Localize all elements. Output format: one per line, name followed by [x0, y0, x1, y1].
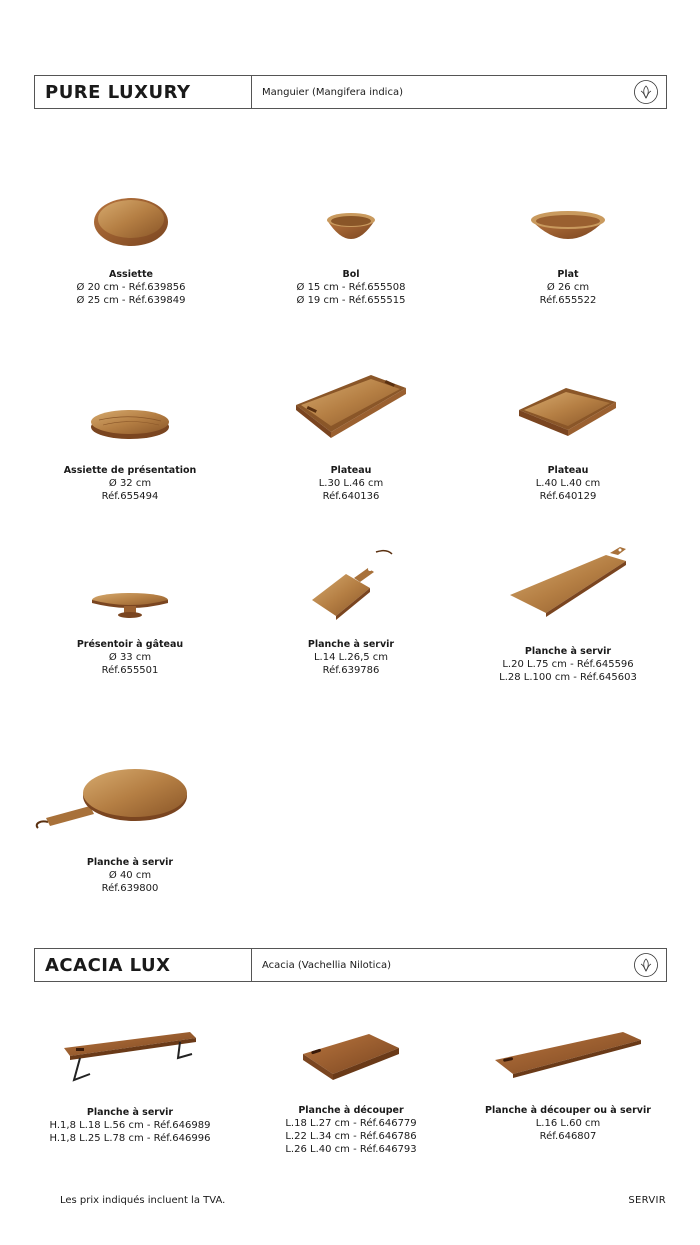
- product-name: Plateau: [547, 465, 589, 476]
- product-spec: Réf.655494: [101, 491, 159, 502]
- cutting-board-icon: [299, 1030, 403, 1086]
- wooden-plate-icon: [91, 190, 171, 250]
- product-spec: L.14 L.26,5 cm: [313, 652, 389, 663]
- round-serving-board-icon: [30, 768, 190, 834]
- product-spec: Ø 32 cm: [108, 478, 152, 489]
- product-spec: Ø 19 cm - Réf.655515: [296, 295, 406, 306]
- brand-logo: [626, 76, 666, 108]
- brand-logo: [626, 949, 666, 981]
- product-spec: Réf.655501: [101, 665, 159, 676]
- product-acacia-planche-decouper[interactable]: [241, 1030, 461, 1156]
- long-serving-board-icon: [506, 545, 630, 621]
- long-cutting-board-icon: [493, 1030, 643, 1086]
- product-spec: H.1,8 L.18 L.56 cm - Réf.646989: [49, 1120, 211, 1131]
- product-name: Plateau: [330, 465, 372, 476]
- product-plateau-carre[interactable]: [458, 384, 678, 503]
- product-assiette-presentation[interactable]: [20, 405, 240, 503]
- product-plateau-rect[interactable]: [241, 370, 461, 503]
- product-spec: L.30 L.46 cm: [318, 478, 384, 489]
- product-spec: L.18 L.27 cm - Réf.646779: [285, 1118, 417, 1129]
- product-acacia-planche-servir[interactable]: [20, 1028, 240, 1145]
- product-name: Assiette: [109, 269, 153, 280]
- product-spec: L.26 L.40 cm - Réf.646793: [285, 1144, 417, 1155]
- product-name: Planche à servir: [86, 1107, 174, 1118]
- product-spec: H.1,8 L.25 L.78 cm - Réf.646996: [49, 1133, 211, 1144]
- product-spec: L.40 L.40 cm: [535, 478, 601, 489]
- product-spec: Réf.655522: [539, 295, 597, 306]
- product-name: Présentoir à gâteau: [76, 639, 184, 650]
- product-spec: Réf.639800: [101, 883, 159, 894]
- tray-icon: [291, 370, 411, 440]
- product-spec: Ø 26 cm: [546, 282, 590, 293]
- section-subtitle: Manguier (Mangifera indica): [262, 86, 403, 98]
- casa-chef-logo-icon: [633, 952, 659, 978]
- cake-stand-icon: [90, 590, 170, 620]
- presentation-plate-icon: [89, 405, 171, 441]
- product-spec: Réf.646807: [539, 1131, 597, 1142]
- footer-category: SERVIR: [628, 1195, 666, 1206]
- product-name: Planche à servir: [307, 639, 395, 650]
- product-plat[interactable]: [458, 208, 678, 307]
- product-name: Planche à découper: [298, 1105, 404, 1116]
- product-spec: Ø 20 cm - Réf.639856: [76, 282, 186, 293]
- wooden-dish-icon: [528, 208, 608, 250]
- section-subtitle: Acacia (Vachellia Nilotica): [262, 959, 391, 971]
- product-name: Planche à découper ou à servir: [485, 1105, 651, 1116]
- product-planche-servir-longue[interactable]: [458, 545, 678, 684]
- product-name: Plat: [557, 269, 579, 280]
- product-spec: Réf.640136: [322, 491, 380, 502]
- product-planche-servir-petite[interactable]: [241, 548, 461, 677]
- product-planche-servir-ronde[interactable]: [20, 768, 240, 895]
- product-spec: L.22 L.34 cm - Réf.646786: [285, 1131, 417, 1142]
- product-spec: Ø 25 cm - Réf.639849: [76, 295, 186, 306]
- product-spec: Réf.639786: [322, 665, 380, 676]
- wooden-bowl-icon: [324, 210, 378, 250]
- product-name: Assiette de présentation: [63, 465, 197, 476]
- raised-serving-board-icon: [60, 1028, 200, 1086]
- section-header-acacia-lux: [34, 948, 667, 982]
- product-name: Bol: [342, 269, 360, 280]
- section-title: PURE LUXURY: [35, 76, 252, 108]
- footer-note: Les prix indiqués incluent la TVA.: [60, 1195, 226, 1206]
- section-header-pure-luxury: [34, 75, 667, 109]
- product-spec: Ø 33 cm: [108, 652, 152, 663]
- product-presentoir-gateau[interactable]: [20, 590, 240, 677]
- product-name: Planche à servir: [86, 857, 174, 868]
- product-name: Planche à servir: [524, 646, 612, 657]
- product-spec: L.28 L.100 cm - Réf.645603: [499, 672, 637, 683]
- small-serving-board-icon: [306, 548, 396, 620]
- product-assiette[interactable]: [21, 190, 241, 307]
- product-spec: Ø 15 cm - Réf.655508: [296, 282, 406, 293]
- product-acacia-planche-decouper-servir[interactable]: [458, 1030, 678, 1143]
- product-spec: L.16 L.60 cm: [535, 1118, 601, 1129]
- product-spec: L.20 L.75 cm - Réf.645596: [502, 659, 634, 670]
- product-spec: Réf.640129: [539, 491, 597, 502]
- product-spec: Ø 40 cm: [108, 870, 152, 881]
- product-bol[interactable]: [241, 210, 461, 307]
- square-tray-icon: [516, 384, 620, 440]
- casa-chef-logo-icon: [633, 79, 659, 105]
- section-title: ACACIA LUX: [35, 949, 252, 981]
